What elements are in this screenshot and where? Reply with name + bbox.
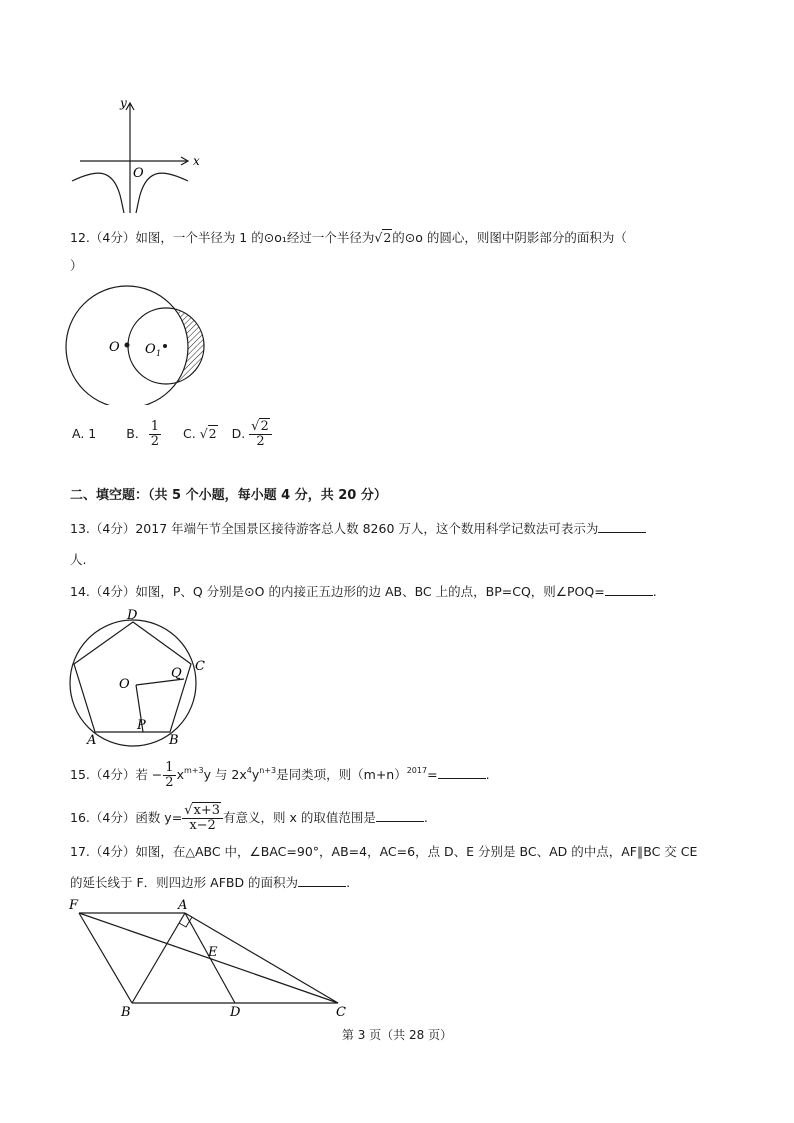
label-e: E — [208, 945, 218, 960]
label-p: P — [137, 718, 146, 733]
q12-close: ） — [70, 258, 83, 273]
y-label: y — [120, 96, 127, 110]
label-c: C — [336, 1005, 346, 1020]
page-number: 第 3 页（共 28 页） — [341, 1028, 453, 1042]
q17-line1: 17.（4分）如图，在△ABC 中，∠BAC=90°，AB=4，AC=6，点 D、E 分别是 BC、AD 的中点，AF∥BC 交 CE — [70, 844, 698, 859]
label-q: Q — [171, 666, 182, 681]
q14-pentagon-figure — [65, 608, 225, 748]
q13-text: 13.（4分）2017 年端午节全国景区接待游客总人数 8260 万人，这个数用科学记数法可表示为 — [70, 520, 646, 537]
label-o: O — [119, 677, 130, 692]
q12-text: 12.（4分）如图，一个半径为 1 的⊙o₁经过一个半径为√2的⊙o 的圆心，则图中阴影部分的面积为（ — [70, 230, 627, 245]
q17-figure — [65, 895, 365, 1020]
label-o: O — [109, 340, 120, 355]
label-f: F — [69, 898, 79, 913]
right-curve — [136, 173, 188, 213]
left-curve — [72, 173, 124, 213]
option-b-label: B. — [126, 426, 139, 441]
q14-text: 14.（4分）如图，P、Q 分别是⊙O 的内接正五边形的边 AB、BC 上的点，BP=CQ，则∠POQ= . — [70, 584, 657, 599]
option-b-frac: $\frac{1}{2}$ — [150, 419, 160, 449]
q12-options — [72, 420, 272, 449]
label-b: B — [169, 733, 179, 748]
q16-text: 16.（4分）函数 y= $\frac{√x+3}{x-2}$ 有意义，则 x 的取值范围是 . — [70, 803, 428, 833]
svg-text:1: 1 — [156, 349, 162, 358]
option-a: A. 1 — [72, 426, 97, 441]
label-d: D — [230, 1005, 241, 1020]
label-c: C — [195, 659, 205, 674]
q12-circles-figure — [65, 285, 215, 405]
circumcircle — [70, 620, 196, 746]
option-d-label: D. — [231, 426, 246, 441]
label-b: B — [121, 1005, 131, 1020]
q13-line2: 人. — [70, 552, 87, 567]
label-d: D — [127, 608, 138, 623]
sqrt-2: √2 — [374, 230, 392, 245]
label-a: A — [178, 898, 188, 913]
origin-label: O — [133, 166, 144, 181]
option-d-frac: $\frac{√2}{2}$ — [249, 420, 272, 449]
label-a: A — [87, 733, 97, 748]
label-o1: O — [145, 342, 156, 357]
q15-text: 15.（4分）若 − $\frac{1}{2}$ $x^{m+3}y$ 与 $2x^4y^{n+3}$是同类项，则$(m+n)^{2017}=$ . — [70, 760, 490, 790]
x-label: x — [193, 154, 200, 168]
section-2-title: 二、填空题：（共 5 个小题，每小题 4 分，共 20 分） — [70, 488, 387, 503]
option-c-label: C. — [183, 426, 196, 441]
function-graph — [60, 95, 210, 220]
option-c-sqrt: √2 — [199, 426, 217, 441]
q17-line2: 的延长线于 F．则四边形 AFBD 的面积为 . — [70, 875, 351, 890]
